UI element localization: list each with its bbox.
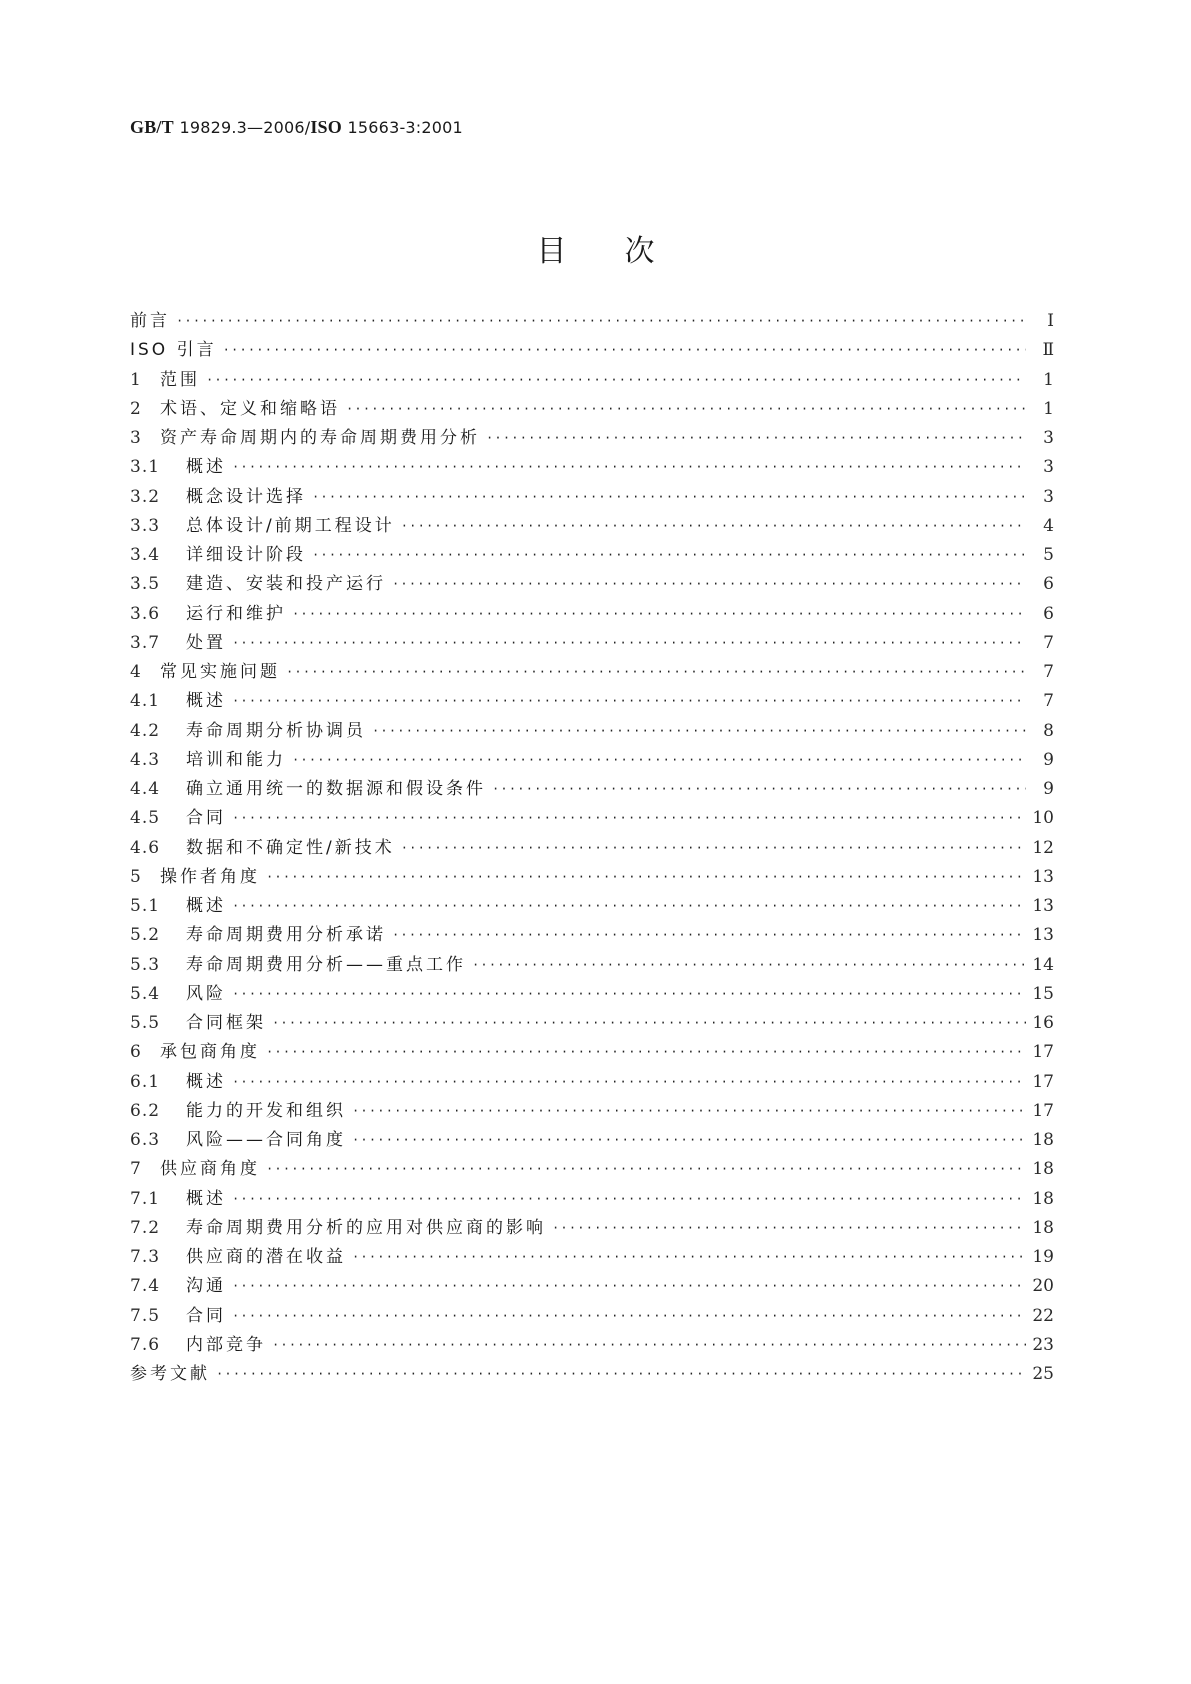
toc-entry-page: Ⅰ (1047, 311, 1054, 331)
toc-entry-title: 详细设计阶段 (186, 545, 306, 565)
dot-leader (206, 366, 1026, 395)
toc-entry[interactable] (130, 395, 1054, 424)
toc-entry-page: 23 (1032, 1334, 1054, 1355)
toc-entry[interactable] (130, 483, 1054, 512)
toc-entry-number: 2 (130, 398, 142, 419)
toc-entry-page: 4 (1043, 515, 1054, 536)
toc-entry-title: 培训和能力 (186, 749, 286, 770)
toc-entry-page: 13 (1032, 896, 1054, 916)
toc-entry-number: 4.5 (130, 808, 161, 829)
toc-entry-title: 确立通用统一的数据源和假设条件 (186, 779, 486, 799)
toc-entry[interactable] (130, 453, 1054, 482)
toc-entry-page: 16 (1032, 1013, 1054, 1033)
dot-leader (176, 307, 1026, 336)
page-title: 目次 (536, 234, 713, 269)
toc-entry-number: 7.3 (130, 1247, 161, 1267)
toc-entry[interactable] (130, 834, 1054, 863)
toc-entry-page: 3 (1043, 428, 1054, 448)
toc-entry-number: 4.4 (130, 779, 161, 799)
toc-entry-page: 20 (1032, 1276, 1054, 1297)
toc-entry-title: 处置 (186, 632, 226, 653)
toc-entry[interactable] (130, 921, 1054, 950)
toc-entry-page: 13 (1032, 866, 1054, 887)
toc-entry-page: 18 (1032, 1217, 1054, 1238)
toc-entry-number: 1 (130, 369, 142, 390)
toc-entry-title: 数据和不确定性/新技术 (186, 837, 395, 858)
toc-entry-title: 沟通 (186, 1276, 226, 1297)
toc-entry-number: 7.6 (130, 1334, 161, 1355)
dot-leader (372, 717, 1026, 746)
toc-entry-page: 3 (1043, 486, 1054, 507)
toc-entry-page: 1 (1043, 369, 1054, 390)
toc-entry-number: 5.1 (130, 896, 161, 916)
toc-entry-number: 5.2 (130, 925, 161, 946)
toc-entry-title: 合同框架 (186, 1013, 266, 1033)
toc-entry-page: 17 (1032, 1100, 1054, 1121)
toc-entry-title: 寿命周期费用分析的应用对供应商的影响 (186, 1217, 546, 1238)
dot-leader (352, 1126, 1026, 1155)
dot-leader (346, 395, 1026, 424)
dot-leader (266, 1155, 1026, 1184)
toc-entry-title: 寿命周期费用分析承诺 (186, 925, 386, 946)
toc-entry-number: 3.6 (130, 603, 161, 624)
toc-entry[interactable] (130, 687, 1054, 716)
toc-entry-page: 18 (1032, 1159, 1054, 1180)
toc-entry-title: 合同 (186, 808, 226, 829)
toc-entry-page: 9 (1043, 779, 1054, 799)
toc-entry-title: 寿命周期分析协调员 (186, 720, 366, 741)
toc-entry[interactable] (130, 1097, 1054, 1126)
iso-number: 15663-3:2001 (347, 118, 463, 137)
toc-entry-title: 范围 (160, 369, 200, 390)
toc-entry-page: 12 (1032, 837, 1054, 858)
toc-entry[interactable] (130, 541, 1054, 570)
toc-entry[interactable] (130, 1185, 1054, 1214)
toc-entry-number: 3.5 (130, 574, 161, 595)
toc-entry-number: 5.5 (130, 1013, 161, 1033)
toc-entry[interactable] (130, 1302, 1054, 1331)
dot-leader (352, 1097, 1026, 1126)
toc-entry-number: 7 (130, 1159, 142, 1180)
table-of-contents (130, 307, 1054, 1389)
toc-entry-number: 6.1 (130, 1071, 161, 1092)
toc-entry-title: 概述 (186, 896, 226, 916)
dot-leader (392, 921, 1026, 950)
toc-entry[interactable] (130, 424, 1054, 453)
toc-entry-page: 7 (1043, 632, 1054, 653)
toc-entry-page: 7 (1043, 662, 1054, 682)
toc-entry-title: 供应商的潜在收益 (186, 1247, 346, 1267)
dot-leader (232, 453, 1026, 482)
dot-leader (266, 863, 1026, 892)
standard-number: 19829.3—2006/ (179, 118, 311, 137)
toc-entry-title: 资产寿命周期内的寿命周期费用分析 (160, 428, 480, 448)
toc-entry[interactable] (130, 512, 1054, 541)
toc-entry-number: 6.3 (130, 1130, 161, 1150)
dot-leader (292, 746, 1026, 775)
toc-entry[interactable] (130, 1360, 1054, 1389)
toc-entry[interactable] (130, 1068, 1054, 1097)
toc-entry[interactable] (130, 804, 1054, 833)
toc-entry-title: 概述 (186, 457, 226, 478)
toc-entry-page: Ⅱ (1042, 340, 1054, 361)
toc-entry[interactable] (130, 1038, 1054, 1067)
toc-entry-title: 参考文献 (130, 1364, 210, 1384)
toc-entry-page: 17 (1032, 1042, 1054, 1063)
toc-entry-number: 5.3 (130, 954, 161, 975)
dot-leader (232, 980, 1026, 1009)
toc-entry-page: 5 (1043, 545, 1054, 565)
dot-leader (232, 687, 1026, 716)
dot-leader (552, 1214, 1026, 1243)
toc-entry-title: 总体设计/前期工程设计 (186, 515, 395, 536)
toc-entry-title: 常见实施问题 (160, 662, 280, 682)
toc-entry-number: 4.2 (130, 720, 161, 741)
toc-entry[interactable] (130, 863, 1054, 892)
document-header (130, 117, 463, 138)
toc-entry[interactable] (130, 1126, 1054, 1155)
toc-entry-title: 供应商角度 (160, 1159, 260, 1180)
toc-entry-title: 内部竞争 (186, 1334, 266, 1355)
toc-entry-number: 4 (130, 662, 142, 682)
toc-entry-page: 25 (1032, 1364, 1054, 1384)
toc-entry-page: 8 (1043, 720, 1054, 741)
toc-entry[interactable] (130, 366, 1054, 395)
toc-entry-page: 3 (1043, 457, 1054, 478)
toc-entry-number: 3 (130, 428, 142, 448)
dot-leader (492, 775, 1026, 804)
toc-entry[interactable] (130, 570, 1054, 599)
toc-entry-number: 7.2 (130, 1217, 161, 1238)
toc-entry-page: 15 (1032, 983, 1054, 1004)
dot-leader (272, 1331, 1026, 1360)
toc-entry-page: 1 (1043, 398, 1054, 419)
toc-entry-page: 17 (1032, 1071, 1054, 1092)
toc-entry[interactable] (130, 980, 1054, 1009)
iso-prefix: ISO (310, 117, 342, 137)
toc-entry[interactable] (130, 1243, 1054, 1272)
dot-leader (472, 951, 1026, 980)
toc-entry-number: 7.5 (130, 1305, 161, 1326)
dot-leader (292, 600, 1026, 629)
toc-entry-title: 运行和维护 (186, 603, 286, 624)
toc-entry-title: 承包商角度 (160, 1042, 260, 1063)
toc-entry-number: 7.1 (130, 1188, 161, 1209)
toc-entry-number: 4.6 (130, 837, 161, 858)
dot-leader (266, 1038, 1026, 1067)
toc-entry[interactable] (130, 1272, 1054, 1301)
toc-entry[interactable] (130, 1009, 1054, 1038)
dot-leader (272, 1009, 1026, 1038)
toc-entry-title: 建造、安装和投产运行 (186, 574, 386, 595)
toc-entry-page: 18 (1032, 1188, 1054, 1209)
toc-entry[interactable] (130, 1155, 1054, 1184)
toc-entry[interactable] (130, 1214, 1054, 1243)
toc-entry-number: 3.2 (130, 486, 161, 507)
toc-entry-number: 6 (130, 1042, 142, 1063)
toc-entry-page: 18 (1032, 1130, 1054, 1150)
toc-entry[interactable] (130, 717, 1054, 746)
toc-entry-title: 概述 (186, 691, 226, 712)
toc-entry-number: 3.3 (130, 515, 161, 536)
toc-entry[interactable] (130, 892, 1054, 921)
toc-entry[interactable] (130, 658, 1054, 687)
toc-entry-page: 10 (1032, 808, 1054, 829)
toc-entry-title: 前言 (130, 311, 170, 331)
toc-entry-page: 19 (1032, 1247, 1054, 1267)
toc-entry-number: 7.4 (130, 1276, 161, 1297)
toc-entry-page: 6 (1043, 603, 1054, 624)
toc-entry-title: 能力的开发和组织 (186, 1100, 346, 1121)
dot-leader (352, 1243, 1026, 1272)
dot-leader (232, 1185, 1026, 1214)
toc-entry-number: 3.1 (130, 457, 161, 478)
toc-entry-page: 14 (1032, 954, 1054, 975)
toc-entry-title: 术语、定义和缩略语 (160, 398, 340, 419)
toc-entry-page: 13 (1032, 925, 1054, 946)
toc-entry[interactable] (130, 307, 1054, 336)
toc-entry-page: 9 (1043, 749, 1054, 770)
dot-leader (232, 1272, 1026, 1301)
toc-entry-number: 4.1 (130, 691, 161, 712)
toc-entry-title: ISO 引言 (130, 340, 217, 361)
toc-entry-number: 6.2 (130, 1100, 161, 1121)
toc-entry[interactable] (130, 336, 1054, 365)
toc-entry-page: 7 (1043, 691, 1054, 712)
toc-entry[interactable] (130, 951, 1054, 980)
toc-entry-page: 6 (1043, 574, 1054, 595)
toc-entry-title: 概念设计选择 (186, 486, 306, 507)
dot-leader (232, 892, 1026, 921)
dot-leader (401, 512, 1026, 541)
toc-entry-number: 4.3 (130, 749, 161, 770)
toc-entry[interactable] (130, 746, 1054, 775)
toc-entry-title: 风险 (186, 983, 226, 1004)
toc-entry-title: 风险——合同角度 (186, 1130, 346, 1150)
dot-leader (232, 1068, 1026, 1097)
toc-entry-title: 寿命周期费用分析——重点工作 (186, 954, 466, 975)
toc-entry[interactable] (130, 1331, 1054, 1360)
dot-leader (286, 658, 1026, 687)
toc-entry-number: 5.4 (130, 983, 161, 1004)
toc-entry-number: 5 (130, 866, 142, 887)
dot-leader (223, 336, 1026, 365)
dot-leader (232, 804, 1026, 833)
dot-leader (401, 834, 1026, 863)
dot-leader (216, 1360, 1026, 1389)
dot-leader (232, 1302, 1026, 1331)
toc-entry[interactable] (130, 629, 1054, 658)
standard-prefix: GB/T (130, 117, 174, 137)
toc-entry-number: 3.7 (130, 632, 161, 653)
toc-entry-title: 合同 (186, 1305, 226, 1326)
toc-entry-page: 22 (1032, 1305, 1054, 1326)
toc-entry-title: 概述 (186, 1071, 226, 1092)
dot-leader (392, 570, 1026, 599)
dot-leader (232, 629, 1026, 658)
toc-entry[interactable] (130, 775, 1054, 804)
toc-entry-title: 概述 (186, 1188, 226, 1209)
dot-leader (312, 541, 1026, 570)
dot-leader (312, 483, 1026, 512)
toc-entry-title: 操作者角度 (160, 866, 260, 887)
toc-entry-number: 3.4 (130, 545, 161, 565)
toc-entry[interactable] (130, 600, 1054, 629)
dot-leader (486, 424, 1026, 453)
